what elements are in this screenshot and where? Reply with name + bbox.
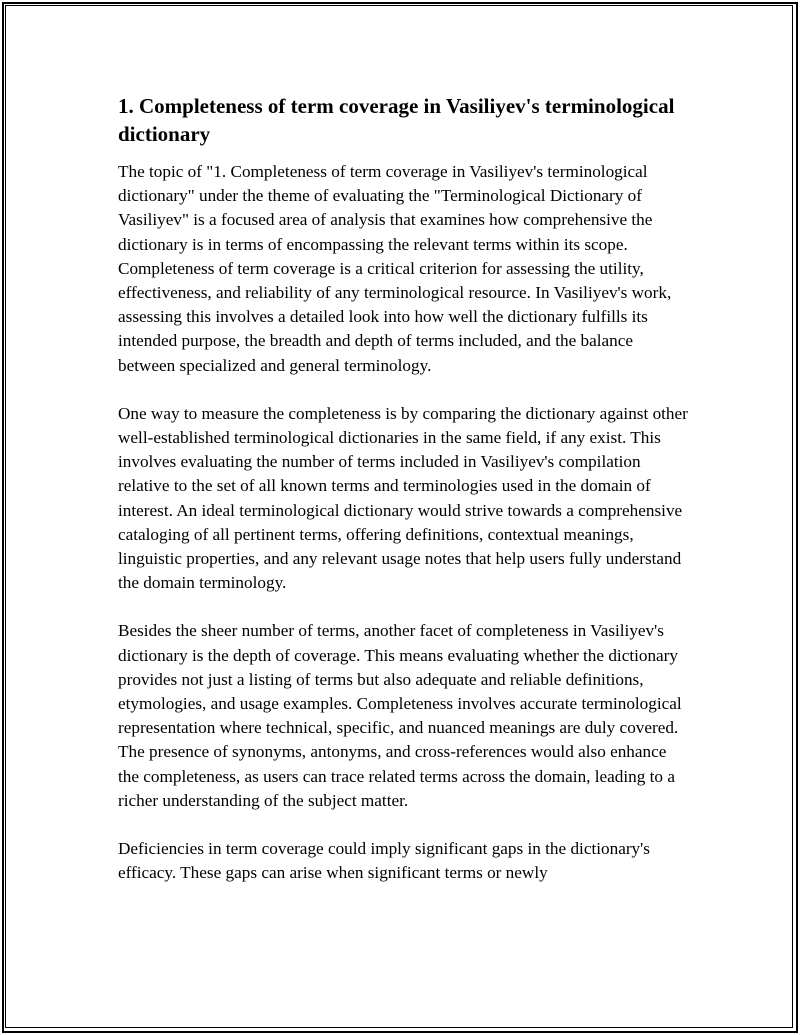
document-content [118,92,690,909]
section-heading: 1. Completeness of term coverage in Vasiliyev's terminological dictionary [118,94,675,146]
paragraph-1: The topic of "1. Completeness of term coverage in Vasiliyev's terminological dictionary" under the theme of evaluating the "Terminological Dictionary of Vasiliyev" is a focused area of analysis that examines how comprehensive the dictionary is in terms of encompassing the relevant terms within its scope. Completeness of term coverage is a critical criterion for assessing the utility, effectiveness, and reliability of any terminological resource. In Vasiliyev's work, assessing this involves a detailed look into how well the dictionary fulfills its intended purpose, the breadth and depth of terms included, and the balance between specialized and general terminology. [118,162,672,375]
paragraph-3: Besides the sheer number of terms, another facet of completeness in Vasiliyev's dictionary is the depth of coverage. This means evaluating whether the dictionary provides not just a listing of terms but also adequate and reliable definitions, etymologies, and usage examples. Completeness involves accurate terminological representation where technical, specific, and nuanced meanings are duly covered. The presence of synonyms, antonyms, and cross-references would also enhance the completeness, as users can trace related terms across the domain, leading to a richer understanding of the subject matter. [118,621,682,810]
paragraph-4: Deficiencies in term coverage could imply significant gaps in the dictionary's efficacy. These gaps can arise when significant terms or newly [118,839,650,883]
paragraph-2: One way to measure the completeness is by comparing the dictionary against other well-established terminological dictionaries in the same field, if any exist. This involves evaluating the number of terms included in Vasiliyev's compilation relative to the set of all known terms and terminologies used in the domain of interest. An ideal terminological dictionary would strive towards a comprehensive cataloging of all pertinent terms, offering definitions, contextual meanings, linguistic properties, and any relevant usage notes that help users fully understand the domain terminology. [118,403,688,593]
